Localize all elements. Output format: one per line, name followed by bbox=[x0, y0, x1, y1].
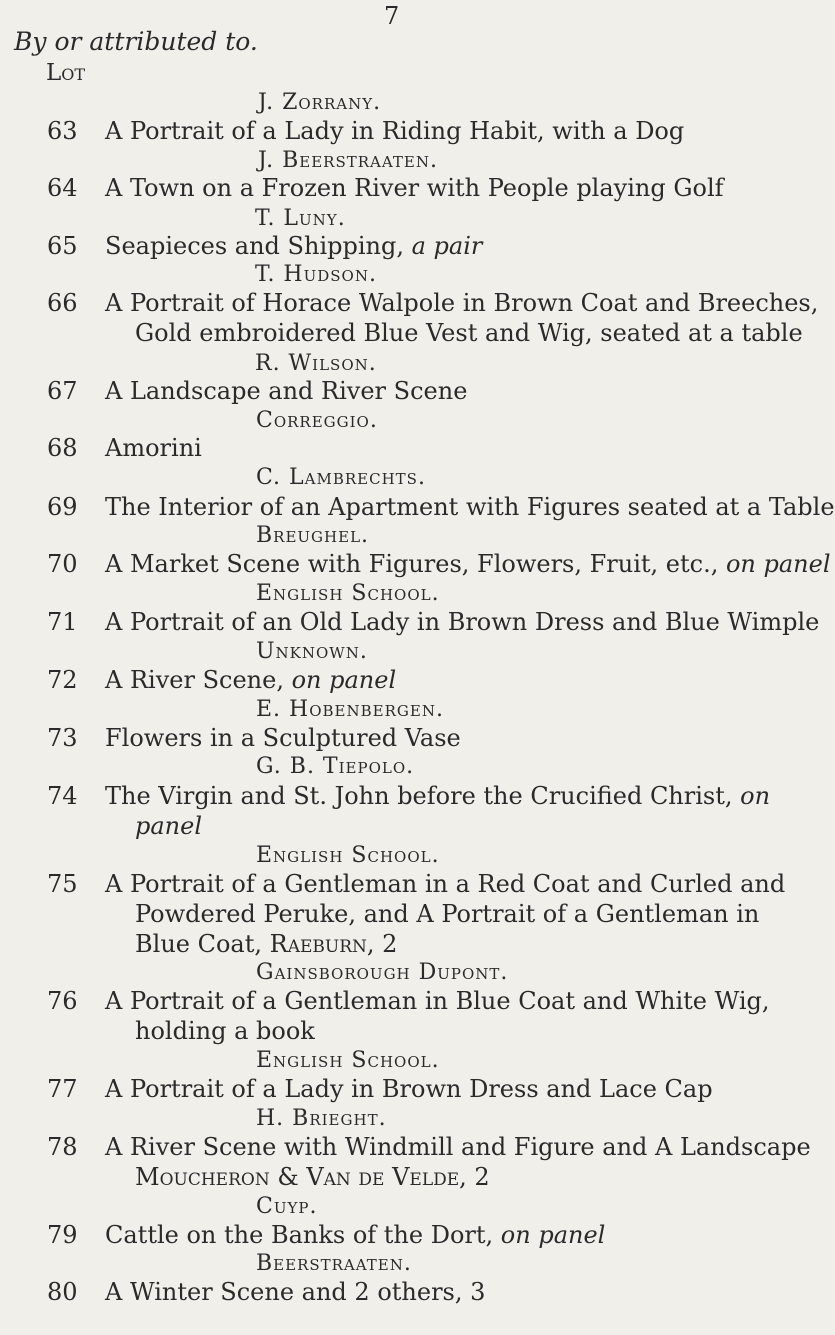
lot-title: Amorini bbox=[105, 434, 202, 462]
lot-number: 66 bbox=[47, 289, 78, 317]
lot-title: A Portrait of a Lady in Riding Habit, with a Dog bbox=[105, 117, 685, 145]
artist-name: English School. bbox=[256, 1048, 440, 1073]
lot-title: Flowers in a Sculptured Vase bbox=[105, 724, 461, 752]
artist-name: Unknown. bbox=[256, 639, 368, 664]
artist-name: G. B. Tiepolo. bbox=[256, 754, 415, 779]
lot-title-text: A River Scene, bbox=[105, 666, 292, 694]
artist-name: Breughel. bbox=[256, 523, 370, 548]
lot-number: 72 bbox=[47, 666, 78, 694]
lot-heading: Lot bbox=[46, 60, 86, 86]
lot-number: 68 bbox=[47, 434, 78, 462]
lot-number: 63 bbox=[47, 117, 78, 145]
lot-title: A Portrait of a Gentleman in Blue Coat and White Wig, bbox=[105, 987, 770, 1015]
lot-number: 79 bbox=[47, 1221, 78, 1249]
lot-title-italic: on bbox=[740, 782, 771, 810]
lot-number: 71 bbox=[47, 608, 78, 636]
lot-title bbox=[105, 666, 396, 694]
lot-title-continued: Powdered Peruke, and A Portrait of a Gentleman in bbox=[135, 900, 760, 928]
artist-name: J. Beerstraaten. bbox=[258, 148, 438, 173]
lot-title-text: A Market Scene with Figures, Flowers, Fruit, etc., bbox=[105, 550, 726, 578]
artist-name: E. Hobenbergen. bbox=[256, 697, 444, 722]
artist-name: Correggio. bbox=[256, 408, 378, 433]
artist-name: J. Zorrany. bbox=[258, 90, 382, 115]
lot-title-continued: panel bbox=[135, 812, 203, 840]
lot-title-continued: Moucheron & Van de Velde, 2 bbox=[135, 1163, 490, 1191]
lot-title: A Landscape and River Scene bbox=[105, 377, 468, 405]
lot-title: A Portrait of a Gentleman in a Red Coat and Curled and bbox=[105, 870, 786, 898]
lot-number: 77 bbox=[47, 1075, 78, 1103]
artist-name: Gainsborough Dupont. bbox=[256, 960, 509, 985]
lot-title-text: The Virgin and St. John before the Crucified Christ, bbox=[105, 782, 741, 810]
artist-name: Cuyp. bbox=[256, 1194, 318, 1219]
artist-name: T. Hudson. bbox=[255, 262, 377, 287]
lot-number: 69 bbox=[47, 493, 78, 521]
artist-name: Beerstraaten. bbox=[256, 1251, 412, 1276]
artist-name: H. Brieght. bbox=[256, 1106, 387, 1131]
lot-title-text: Cattle on the Banks of the Dort, bbox=[105, 1221, 501, 1249]
lot-number: 76 bbox=[47, 987, 78, 1015]
lot-title-text: Blue Coat, bbox=[135, 930, 270, 958]
lot-title: A Portrait of Horace Walpole in Brown Coat and Breeches, bbox=[105, 289, 819, 317]
lot-number: 65 bbox=[47, 232, 78, 260]
lot-number: 67 bbox=[47, 377, 78, 405]
lot-title-smallcaps: Raeburn, 2 bbox=[269, 930, 398, 958]
lot-number: 74 bbox=[47, 782, 78, 810]
artist-name: R. Wilson. bbox=[255, 351, 377, 376]
lot-number: 70 bbox=[47, 550, 78, 578]
lot-title-italic: on panel bbox=[500, 1221, 606, 1249]
lot-title-italic: a pair bbox=[411, 232, 483, 260]
lot-number: 78 bbox=[47, 1133, 78, 1161]
artist-name: C. Lambrechts. bbox=[256, 465, 426, 490]
lot-title-italic: on panel bbox=[291, 666, 397, 694]
lot-number: 80 bbox=[47, 1278, 78, 1306]
lot-title bbox=[105, 550, 831, 578]
lot-title-continued: holding a book bbox=[135, 1017, 315, 1045]
lot-number: 75 bbox=[47, 870, 78, 898]
page-number: 7 bbox=[384, 2, 400, 30]
lot-title: A Town on a Frozen River with People playing Golf bbox=[105, 174, 724, 202]
lot-title: The Interior of an Apartment with Figures seated at a Table bbox=[105, 493, 835, 521]
artist-name: English School. bbox=[256, 581, 440, 606]
catalogue-intro: By or attributed to. bbox=[14, 27, 258, 56]
lot-title bbox=[105, 1221, 605, 1249]
lot-title-continued: Gold embroidered Blue Vest and Wig, seated at a table bbox=[135, 319, 803, 347]
artist-name: English School. bbox=[256, 843, 440, 868]
lot-number: 73 bbox=[47, 724, 78, 752]
lot-title-text: Seapieces and Shipping, bbox=[105, 232, 412, 260]
lot-title bbox=[105, 782, 770, 810]
artist-name: T. Luny. bbox=[255, 206, 346, 231]
lot-number: 64 bbox=[47, 174, 78, 202]
lot-title bbox=[105, 232, 482, 260]
lot-title: A Portrait of a Lady in Brown Dress and Lace Cap bbox=[105, 1075, 713, 1103]
lot-title: A Portrait of an Old Lady in Brown Dress and Blue Wimple bbox=[105, 608, 820, 636]
lot-title-italic: on panel bbox=[725, 550, 831, 578]
lot-title-continued bbox=[135, 930, 397, 958]
lot-title: A River Scene with Windmill and Figure and A Landscape bbox=[105, 1133, 811, 1161]
lot-title: A Winter Scene and 2 others, 3 bbox=[105, 1278, 486, 1306]
